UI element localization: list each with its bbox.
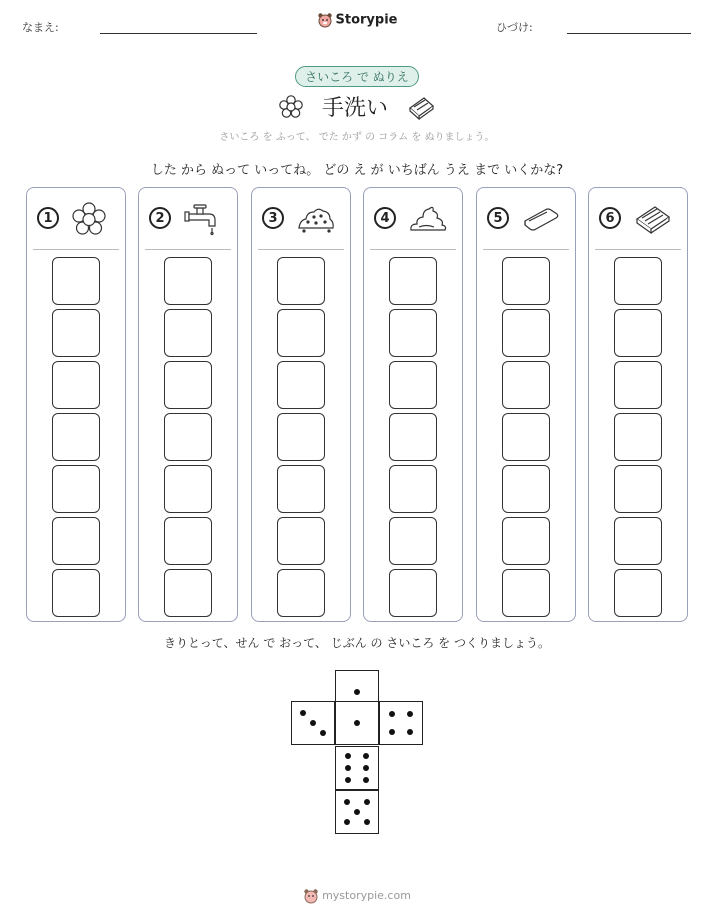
coloring-cell[interactable] (614, 361, 662, 409)
column-header (597, 202, 681, 236)
category-badge: さいころ で ぬりえ (295, 66, 419, 87)
coloring-cell[interactable] (164, 465, 212, 513)
column-header (485, 202, 569, 236)
coloring-cell[interactable] (164, 361, 212, 409)
faucet-icon (183, 202, 223, 240)
coloring-cell[interactable] (389, 517, 437, 565)
dice-pip (364, 799, 370, 805)
bear-icon (303, 888, 319, 904)
coloring-cell[interactable] (52, 569, 100, 617)
bear-icon (317, 12, 333, 28)
column-number: 5 (487, 207, 509, 229)
dice-pip (407, 711, 413, 717)
column-divider (483, 249, 569, 250)
dirt-pile-icon (296, 202, 336, 240)
coloring-cell[interactable] (52, 257, 100, 305)
towel-icon (633, 202, 673, 240)
coloring-cell[interactable] (277, 309, 325, 357)
dice-pip (345, 765, 351, 771)
title-row (0, 91, 714, 122)
column-divider (145, 249, 231, 250)
brand-logo (0, 12, 714, 28)
coloring-cell[interactable] (502, 361, 550, 409)
column-header (35, 202, 119, 236)
column-3 (251, 187, 351, 622)
page-title: 手洗い (321, 96, 388, 121)
flower-icon (71, 202, 107, 240)
column-number: 3 (262, 207, 284, 229)
column-6 (588, 187, 688, 622)
brand-name: Storypie (335, 12, 398, 28)
coloring-cell[interactable] (502, 569, 550, 617)
column-2 (138, 187, 238, 622)
dice-face-6 (335, 746, 379, 790)
dice-pip (344, 819, 350, 825)
footer-url: mystorypie.com (322, 889, 411, 902)
coloring-cell[interactable] (277, 257, 325, 305)
dice-pip (354, 809, 360, 815)
coloring-cell[interactable] (164, 257, 212, 305)
coloring-cell[interactable] (164, 517, 212, 565)
coloring-cell[interactable] (52, 361, 100, 409)
coloring-cell[interactable] (277, 361, 325, 409)
dice-pip (389, 711, 395, 717)
coloring-cell[interactable] (614, 413, 662, 461)
dice-pip (354, 720, 360, 726)
column-divider (258, 249, 344, 250)
column-header (260, 202, 344, 236)
dice-pip (354, 689, 360, 695)
dice-pip (345, 753, 351, 759)
coloring-cell[interactable] (277, 569, 325, 617)
dice-face-4 (379, 701, 423, 745)
coloring-cell[interactable] (389, 465, 437, 513)
column-number: 2 (149, 207, 171, 229)
dice-pip (300, 710, 306, 716)
dice-pip (344, 799, 350, 805)
coloring-cell[interactable] (502, 465, 550, 513)
dice-pip (389, 729, 395, 735)
date-label: ひづけ: (496, 21, 533, 34)
column-divider (370, 249, 456, 250)
coloring-cell[interactable] (389, 257, 437, 305)
coloring-cell[interactable] (502, 413, 550, 461)
coloring-cell[interactable] (614, 569, 662, 617)
coloring-cell[interactable] (52, 517, 100, 565)
column-4 (363, 187, 463, 622)
dice-face-3 (291, 701, 335, 745)
coloring-cell[interactable] (164, 413, 212, 461)
column-1 (26, 187, 126, 622)
coloring-cell[interactable] (52, 309, 100, 357)
column-header (147, 202, 231, 236)
coloring-cell[interactable] (614, 517, 662, 565)
dice-pip (363, 765, 369, 771)
dice-pip (345, 777, 351, 783)
coloring-cell[interactable] (389, 309, 437, 357)
column-number: 4 (374, 207, 396, 229)
coloring-cell[interactable] (389, 413, 437, 461)
soap-foam-icon (408, 202, 448, 240)
coloring-cell[interactable] (389, 569, 437, 617)
dice-face-5 (335, 790, 379, 834)
dice-face-1 (335, 701, 379, 745)
dice-pip (407, 729, 413, 735)
soap-bar-icon (521, 202, 561, 240)
flower-icon (278, 94, 304, 120)
coloring-cell[interactable] (502, 257, 550, 305)
coloring-cell[interactable] (52, 413, 100, 461)
dice-pip (320, 730, 326, 736)
coloring-cell[interactable] (277, 517, 325, 565)
cut-instruction: きりとって、せん で おって、 じぶん の さいころ を つくりましょう。 (164, 636, 550, 650)
column-divider (595, 249, 681, 250)
coloring-cell[interactable] (614, 465, 662, 513)
name-label: なまえ: (22, 21, 59, 34)
date-line (567, 33, 691, 34)
coloring-cell[interactable] (52, 465, 100, 513)
column-divider (33, 249, 119, 250)
name-line (100, 33, 257, 34)
coloring-cell[interactable] (277, 465, 325, 513)
coloring-cell[interactable] (614, 257, 662, 305)
coloring-cell[interactable] (614, 309, 662, 357)
column-number: 6 (599, 207, 621, 229)
coloring-cell[interactable] (277, 413, 325, 461)
column-number: 1 (37, 207, 59, 229)
coloring-cell[interactable] (389, 361, 437, 409)
towel-icon (406, 94, 436, 120)
column-header (372, 202, 456, 236)
subtitle: さいころ を ふって、 でた かず の コラム を ぬりましょう。 (219, 132, 495, 143)
instruction: した から ぬって いってね。 どの え が いちばん うえ まで いくかな? (150, 163, 564, 178)
footer (0, 888, 714, 904)
dice-pip (364, 819, 370, 825)
dice-pip (363, 753, 369, 759)
dice-pip (310, 720, 316, 726)
coloring-cell[interactable] (502, 309, 550, 357)
coloring-cell[interactable] (502, 517, 550, 565)
coloring-cell[interactable] (164, 569, 212, 617)
coloring-cell[interactable] (164, 309, 212, 357)
dice-pip (363, 777, 369, 783)
column-5 (476, 187, 576, 622)
